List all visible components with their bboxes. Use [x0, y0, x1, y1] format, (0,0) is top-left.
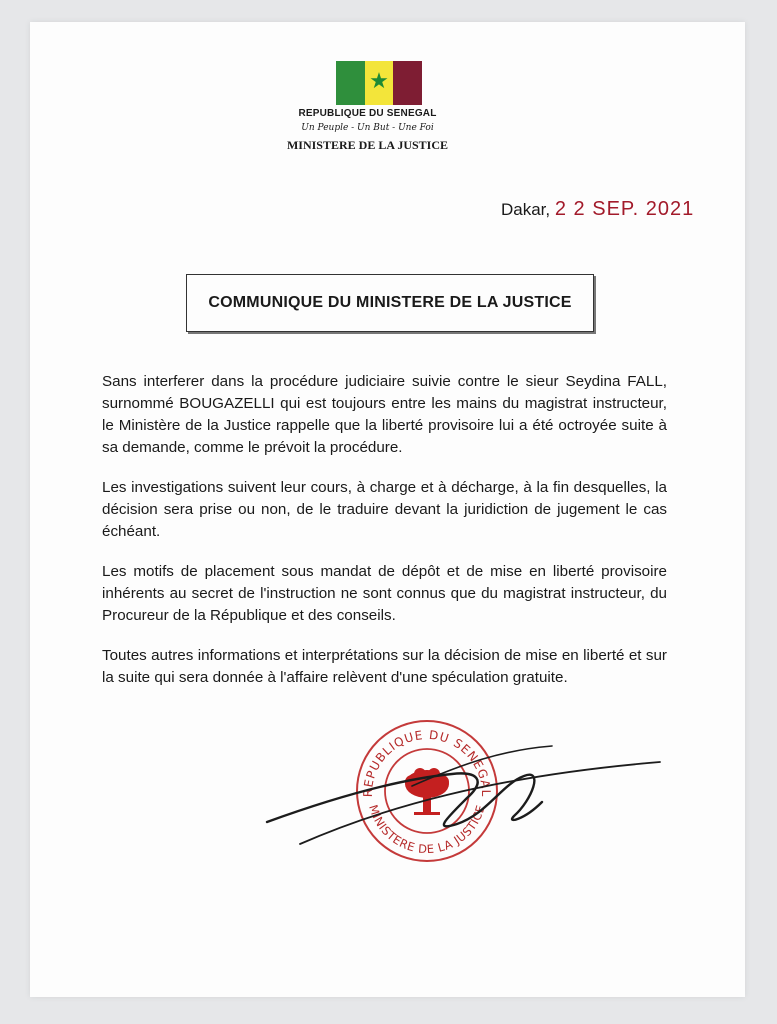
communique-title: COMMUNIQUE DU MINISTERE DE LA JUSTICE: [208, 294, 572, 311]
senegal-flag-icon: [336, 61, 422, 105]
communique-body: [102, 371, 667, 707]
communique-title-box: [186, 274, 594, 332]
document-page: [30, 22, 745, 997]
date-line: [501, 198, 694, 221]
star-icon: ★: [369, 69, 389, 94]
country-name: REPUBLIQUE DU SENEGAL: [298, 108, 437, 119]
paragraph: Les investigations suivent leur cours, à charge et à décharge, à la fin desquelles, la décision sera prise ou non, de le traduire devant la juridiction de jugement le cas échéant.: [102, 479, 667, 540]
national-motto: Un Peuple - Un But - Une Foi: [301, 123, 434, 133]
date-stamp: 2 2 SEP. 2021: [554, 198, 695, 220]
signature-icon: [262, 740, 662, 850]
seal-top-text: REPUBLIQUE DU SENEGAL: [360, 727, 494, 798]
seal-bottom-text: MINISTERE DE LA JUSTICE: [366, 803, 488, 857]
paragraph: Les motifs de placement sous mandat de dépôt et de mise en liberté provisoire inhérents au secret de l'instruction ne sont connus que du magistrat instructeur, du Procureur de la République et des conseils.: [102, 563, 667, 624]
paragraph: Toutes autres informations et interprétations sur la décision de mise en liberté et sur la suite qui sera donnée à l'affaire relèvent d'une spéculation gratuite.: [102, 647, 667, 686]
paragraph: Sans interferer dans la procédure judiciaire suivie contre le sieur Seydina FALL, surnommé BOUGAZELLI qui est toujours entre les mains du magistrat instructeur, le Ministère de la Justice rappelle que la liberté provisoire lui a été octroyée suite à sa demande, comme le prévoit la procédure.: [102, 373, 667, 456]
ministry-name: MINISTERE DE LA JUSTICE: [286, 138, 449, 152]
date-place: Dakar,: [501, 200, 551, 219]
